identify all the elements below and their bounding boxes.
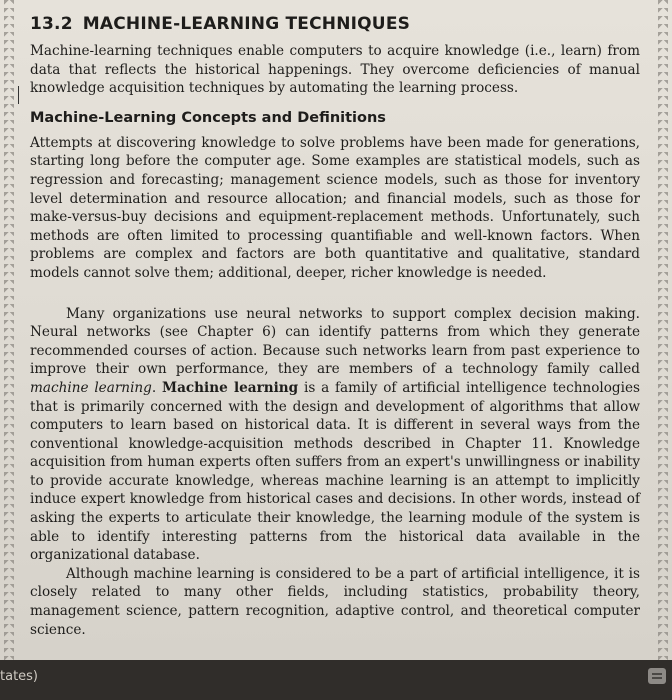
menu-icon[interactable] <box>648 668 666 684</box>
neural-text-part2: . <box>151 379 163 396</box>
margin-mark <box>18 86 19 104</box>
neural-text-part3: is a family of artificial intelligence technologies that is primarily concerned with the design and development of algorithms that allow computers to learn based on historical data. It is different in several ways from the conventional knowledge-acquisition methods described in Chapter 11. Knowledge acquisition from human experts often suffers from an expert's unwillingness or inability to provide accurate knowledge, whereas machine learning is an attempt to implicitly induce expert knowledge from historical cases and decisions. In other words, instead of asking the experts to articulate their knowledge, the learning module of the system is able to identify interesting patterns from the historical data available in the organizational database. <box>30 379 640 564</box>
section-heading <box>30 14 640 34</box>
neural-networks-paragraph <box>30 305 640 565</box>
term-machine-learning-italic: machine learning <box>30 379 152 396</box>
left-page-edge <box>4 0 14 660</box>
related-fields-paragraph: Although machine learning is considered to be a part of artificial intelligence, it is closely related to many other fields, including statistics, probability theory, management science, pattern recognition, adaptive control, and theoretical computer science. <box>30 565 640 638</box>
neural-text-part1: Many organizations use neural networks to support complex decision making. Neural networks (see Chapter 6) can identify patterns from which they generate recommended courses of action. Because such networks learn from past experience to improve their own performance, they are members of a technology family called <box>30 305 640 378</box>
section-title: MACHINE-LEARNING TECHNIQUES <box>82 14 411 34</box>
concepts-paragraph: Attempts at discovering knowledge to solve problems have been made for generations, starting long before the computer age. Some examples are statistical models, such as regression and forecasting; management science models, such as those for inventory level determination and resource allocation; and financial models, such as those for make-versus-buy decisions and equipment-replacement methods. Unfortunately, such methods are often limited to processing quantifiable and well-known factors. When problems are complex and factors are both quantitative and qualitative, standard models cannot solve them; additional, deeper, richer knowledge is needed. <box>30 134 640 281</box>
bottom-bar <box>0 660 672 700</box>
page-content <box>30 14 640 639</box>
right-page-edge <box>658 0 668 660</box>
bottom-bar-label: tates) <box>0 669 39 684</box>
subsection-heading: Machine-Learning Concepts and Definitions <box>30 109 386 126</box>
intro-paragraph: Machine-learning techniques enable computers to acquire knowledge (i.e., learn) from data that reflects the historical happenings. They overcome deficiencies of manual knowledge acquisition techniques by automating the learning process. <box>30 43 640 97</box>
term-machine-learning-bold: Machine learning <box>162 379 299 396</box>
section-number: 13.2 <box>30 14 73 34</box>
